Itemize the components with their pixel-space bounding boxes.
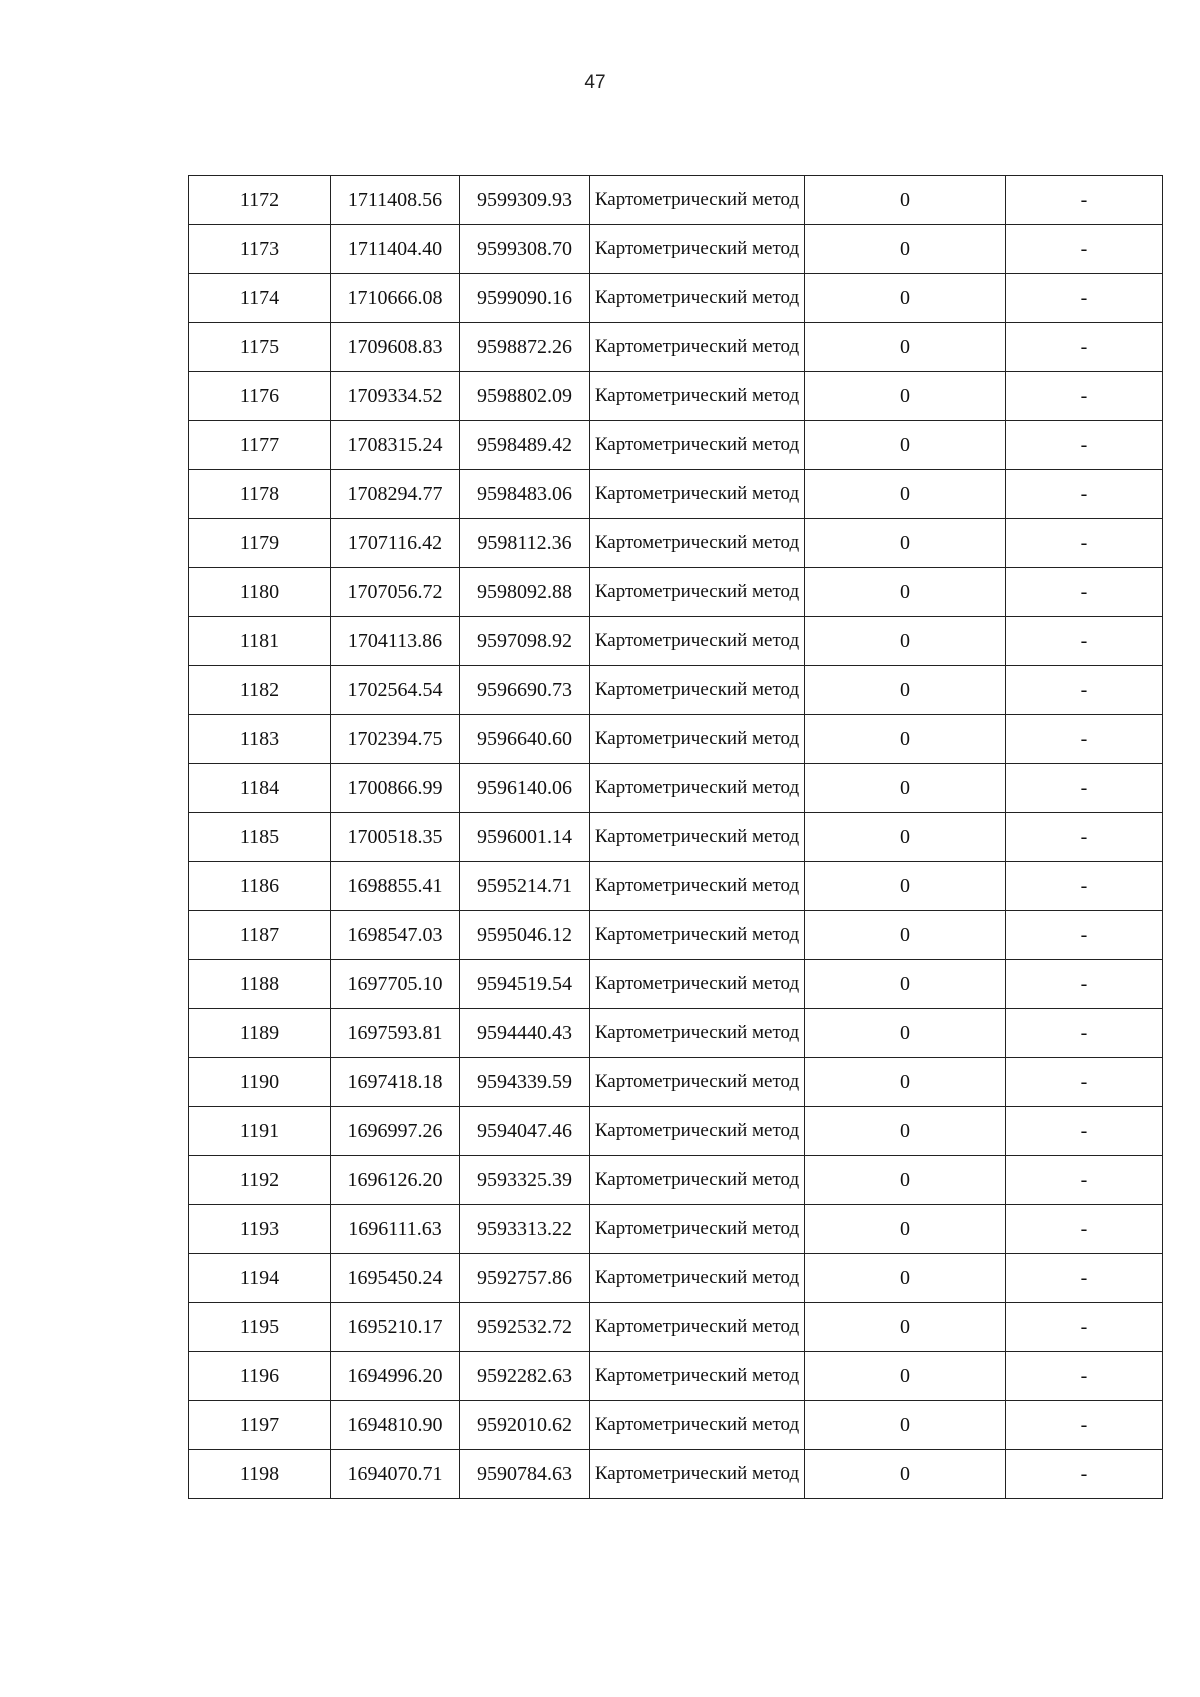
- x-coordinate-cell: 1695450.24: [331, 1254, 460, 1303]
- method-cell: Картометрический метод: [590, 1156, 805, 1205]
- note-cell: -: [1006, 764, 1163, 813]
- method-cell: Картометрический метод: [590, 421, 805, 470]
- method-cell: Картометрический метод: [590, 1352, 805, 1401]
- note-cell: -: [1006, 911, 1163, 960]
- table-row: [189, 1401, 1163, 1450]
- y-coordinate-cell: 9598872.26: [460, 323, 590, 372]
- y-coordinate-cell: 9594047.46: [460, 1107, 590, 1156]
- table-row: [189, 911, 1163, 960]
- y-coordinate-cell: 9592010.62: [460, 1401, 590, 1450]
- x-coordinate-cell: 1700866.99: [331, 764, 460, 813]
- x-coordinate-cell: 1698855.41: [331, 862, 460, 911]
- note-cell: -: [1006, 519, 1163, 568]
- point-number-cell: 1183: [189, 715, 331, 764]
- note-cell: -: [1006, 1107, 1163, 1156]
- y-coordinate-cell: 9593313.22: [460, 1205, 590, 1254]
- coordinates-table: [188, 175, 1163, 1499]
- method-cell: Картометрический метод: [590, 372, 805, 421]
- x-coordinate-cell: 1704113.86: [331, 617, 460, 666]
- precision-cell: 0: [805, 421, 1006, 470]
- table-row: [189, 421, 1163, 470]
- table-row: [189, 1058, 1163, 1107]
- y-coordinate-cell: 9598483.06: [460, 470, 590, 519]
- precision-cell: 0: [805, 1205, 1006, 1254]
- y-coordinate-cell: 9592532.72: [460, 1303, 590, 1352]
- table-row: [189, 764, 1163, 813]
- point-number-cell: 1173: [189, 225, 331, 274]
- y-coordinate-cell: 9596001.14: [460, 813, 590, 862]
- table-row: [189, 813, 1163, 862]
- method-cell: Картометрический метод: [590, 1107, 805, 1156]
- precision-cell: 0: [805, 176, 1006, 225]
- precision-cell: 0: [805, 1401, 1006, 1450]
- method-cell: Картометрический метод: [590, 862, 805, 911]
- precision-cell: 0: [805, 1058, 1006, 1107]
- point-number-cell: 1185: [189, 813, 331, 862]
- y-coordinate-cell: 9593325.39: [460, 1156, 590, 1205]
- table-row: [189, 470, 1163, 519]
- y-coordinate-cell: 9595046.12: [460, 911, 590, 960]
- note-cell: -: [1006, 1303, 1163, 1352]
- precision-cell: 0: [805, 372, 1006, 421]
- table-row: [189, 274, 1163, 323]
- note-cell: -: [1006, 372, 1163, 421]
- y-coordinate-cell: 9592757.86: [460, 1254, 590, 1303]
- precision-cell: 0: [805, 1352, 1006, 1401]
- precision-cell: 0: [805, 323, 1006, 372]
- precision-cell: 0: [805, 617, 1006, 666]
- x-coordinate-cell: 1702394.75: [331, 715, 460, 764]
- precision-cell: 0: [805, 1303, 1006, 1352]
- y-coordinate-cell: 9596640.60: [460, 715, 590, 764]
- x-coordinate-cell: 1694996.20: [331, 1352, 460, 1401]
- table-row: [189, 323, 1163, 372]
- y-coordinate-cell: 9598092.88: [460, 568, 590, 617]
- y-coordinate-cell: 9599308.70: [460, 225, 590, 274]
- note-cell: -: [1006, 1058, 1163, 1107]
- point-number-cell: 1198: [189, 1450, 331, 1499]
- note-cell: -: [1006, 470, 1163, 519]
- table-row: [189, 666, 1163, 715]
- table-row: [189, 1254, 1163, 1303]
- note-cell: -: [1006, 176, 1163, 225]
- y-coordinate-cell: 9599090.16: [460, 274, 590, 323]
- method-cell: Картометрический метод: [590, 1058, 805, 1107]
- x-coordinate-cell: 1708315.24: [331, 421, 460, 470]
- precision-cell: 0: [805, 470, 1006, 519]
- note-cell: -: [1006, 715, 1163, 764]
- precision-cell: 0: [805, 519, 1006, 568]
- note-cell: -: [1006, 1205, 1163, 1254]
- precision-cell: 0: [805, 715, 1006, 764]
- point-number-cell: 1174: [189, 274, 331, 323]
- point-number-cell: 1178: [189, 470, 331, 519]
- point-number-cell: 1187: [189, 911, 331, 960]
- point-number-cell: 1179: [189, 519, 331, 568]
- y-coordinate-cell: 9598489.42: [460, 421, 590, 470]
- note-cell: -: [1006, 568, 1163, 617]
- y-coordinate-cell: 9594519.54: [460, 960, 590, 1009]
- x-coordinate-cell: 1698547.03: [331, 911, 460, 960]
- table-row: [189, 1352, 1163, 1401]
- method-cell: Картометрический метод: [590, 813, 805, 862]
- point-number-cell: 1197: [189, 1401, 331, 1450]
- method-cell: Картометрический метод: [590, 470, 805, 519]
- table-row: [189, 1303, 1163, 1352]
- x-coordinate-cell: 1700518.35: [331, 813, 460, 862]
- table-row: [189, 960, 1163, 1009]
- precision-cell: 0: [805, 1450, 1006, 1499]
- precision-cell: 0: [805, 274, 1006, 323]
- table-row: [189, 568, 1163, 617]
- note-cell: -: [1006, 960, 1163, 1009]
- x-coordinate-cell: 1702564.54: [331, 666, 460, 715]
- method-cell: Картометрический метод: [590, 666, 805, 715]
- method-cell: Картометрический метод: [590, 764, 805, 813]
- y-coordinate-cell: 9594339.59: [460, 1058, 590, 1107]
- precision-cell: 0: [805, 1009, 1006, 1058]
- method-cell: Картометрический метод: [590, 568, 805, 617]
- method-cell: Картометрический метод: [590, 225, 805, 274]
- method-cell: Картометрический метод: [590, 1009, 805, 1058]
- table-row: [189, 1107, 1163, 1156]
- precision-cell: 0: [805, 911, 1006, 960]
- y-coordinate-cell: 9596690.73: [460, 666, 590, 715]
- y-coordinate-cell: 9598112.36: [460, 519, 590, 568]
- point-number-cell: 1176: [189, 372, 331, 421]
- point-number-cell: 1175: [189, 323, 331, 372]
- precision-cell: 0: [805, 862, 1006, 911]
- method-cell: Картометрический метод: [590, 176, 805, 225]
- table-row: [189, 519, 1163, 568]
- table-row: [189, 176, 1163, 225]
- note-cell: -: [1006, 274, 1163, 323]
- y-coordinate-cell: 9598802.09: [460, 372, 590, 421]
- point-number-cell: 1192: [189, 1156, 331, 1205]
- coordinates-table-body: [189, 176, 1163, 1499]
- point-number-cell: 1193: [189, 1205, 331, 1254]
- method-cell: Картометрический метод: [590, 911, 805, 960]
- y-coordinate-cell: 9590784.63: [460, 1450, 590, 1499]
- note-cell: -: [1006, 1352, 1163, 1401]
- x-coordinate-cell: 1696111.63: [331, 1205, 460, 1254]
- point-number-cell: 1172: [189, 176, 331, 225]
- table-row: [189, 1156, 1163, 1205]
- method-cell: Картометрический метод: [590, 1254, 805, 1303]
- table-row: [189, 1450, 1163, 1499]
- x-coordinate-cell: 1709334.52: [331, 372, 460, 421]
- precision-cell: 0: [805, 1254, 1006, 1303]
- precision-cell: 0: [805, 960, 1006, 1009]
- note-cell: -: [1006, 1450, 1163, 1499]
- x-coordinate-cell: 1711408.56: [331, 176, 460, 225]
- point-number-cell: 1196: [189, 1352, 331, 1401]
- point-number-cell: 1184: [189, 764, 331, 813]
- x-coordinate-cell: 1694070.71: [331, 1450, 460, 1499]
- table-row: [189, 715, 1163, 764]
- note-cell: -: [1006, 225, 1163, 274]
- note-cell: -: [1006, 1009, 1163, 1058]
- x-coordinate-cell: 1696997.26: [331, 1107, 460, 1156]
- note-cell: -: [1006, 421, 1163, 470]
- precision-cell: 0: [805, 225, 1006, 274]
- precision-cell: 0: [805, 666, 1006, 715]
- point-number-cell: 1191: [189, 1107, 331, 1156]
- x-coordinate-cell: 1695210.17: [331, 1303, 460, 1352]
- method-cell: Картометрический метод: [590, 1450, 805, 1499]
- method-cell: Картометрический метод: [590, 617, 805, 666]
- note-cell: -: [1006, 813, 1163, 862]
- y-coordinate-cell: 9596140.06: [460, 764, 590, 813]
- point-number-cell: 1190: [189, 1058, 331, 1107]
- note-cell: -: [1006, 862, 1163, 911]
- point-number-cell: 1186: [189, 862, 331, 911]
- y-coordinate-cell: 9595214.71: [460, 862, 590, 911]
- y-coordinate-cell: 9592282.63: [460, 1352, 590, 1401]
- table-row: [189, 1009, 1163, 1058]
- x-coordinate-cell: 1696126.20: [331, 1156, 460, 1205]
- note-cell: -: [1006, 617, 1163, 666]
- note-cell: -: [1006, 1254, 1163, 1303]
- point-number-cell: 1194: [189, 1254, 331, 1303]
- point-number-cell: 1177: [189, 421, 331, 470]
- precision-cell: 0: [805, 1107, 1006, 1156]
- x-coordinate-cell: 1707056.72: [331, 568, 460, 617]
- point-number-cell: 1188: [189, 960, 331, 1009]
- x-coordinate-cell: 1697705.10: [331, 960, 460, 1009]
- method-cell: Картометрический метод: [590, 274, 805, 323]
- table-row: [189, 1205, 1163, 1254]
- point-number-cell: 1182: [189, 666, 331, 715]
- y-coordinate-cell: 9597098.92: [460, 617, 590, 666]
- table-row: [189, 617, 1163, 666]
- x-coordinate-cell: 1711404.40: [331, 225, 460, 274]
- method-cell: Картометрический метод: [590, 715, 805, 764]
- point-number-cell: 1189: [189, 1009, 331, 1058]
- x-coordinate-cell: 1707116.42: [331, 519, 460, 568]
- x-coordinate-cell: 1697418.18: [331, 1058, 460, 1107]
- point-number-cell: 1195: [189, 1303, 331, 1352]
- table-row: [189, 862, 1163, 911]
- x-coordinate-cell: 1694810.90: [331, 1401, 460, 1450]
- x-coordinate-cell: 1709608.83: [331, 323, 460, 372]
- precision-cell: 0: [805, 813, 1006, 862]
- note-cell: -: [1006, 1401, 1163, 1450]
- note-cell: -: [1006, 323, 1163, 372]
- precision-cell: 0: [805, 1156, 1006, 1205]
- method-cell: Картометрический метод: [590, 1303, 805, 1352]
- x-coordinate-cell: 1710666.08: [331, 274, 460, 323]
- method-cell: Картометрический метод: [590, 519, 805, 568]
- point-number-cell: 1181: [189, 617, 331, 666]
- precision-cell: 0: [805, 568, 1006, 617]
- note-cell: -: [1006, 666, 1163, 715]
- method-cell: Картометрический метод: [590, 323, 805, 372]
- method-cell: Картометрический метод: [590, 960, 805, 1009]
- table-row: [189, 225, 1163, 274]
- note-cell: -: [1006, 1156, 1163, 1205]
- x-coordinate-cell: 1697593.81: [331, 1009, 460, 1058]
- y-coordinate-cell: 9599309.93: [460, 176, 590, 225]
- method-cell: Картометрический метод: [590, 1401, 805, 1450]
- point-number-cell: 1180: [189, 568, 331, 617]
- page-number: 47: [584, 72, 606, 93]
- precision-cell: 0: [805, 764, 1006, 813]
- x-coordinate-cell: 1708294.77: [331, 470, 460, 519]
- method-cell: Картометрический метод: [590, 1205, 805, 1254]
- table-row: [189, 372, 1163, 421]
- y-coordinate-cell: 9594440.43: [460, 1009, 590, 1058]
